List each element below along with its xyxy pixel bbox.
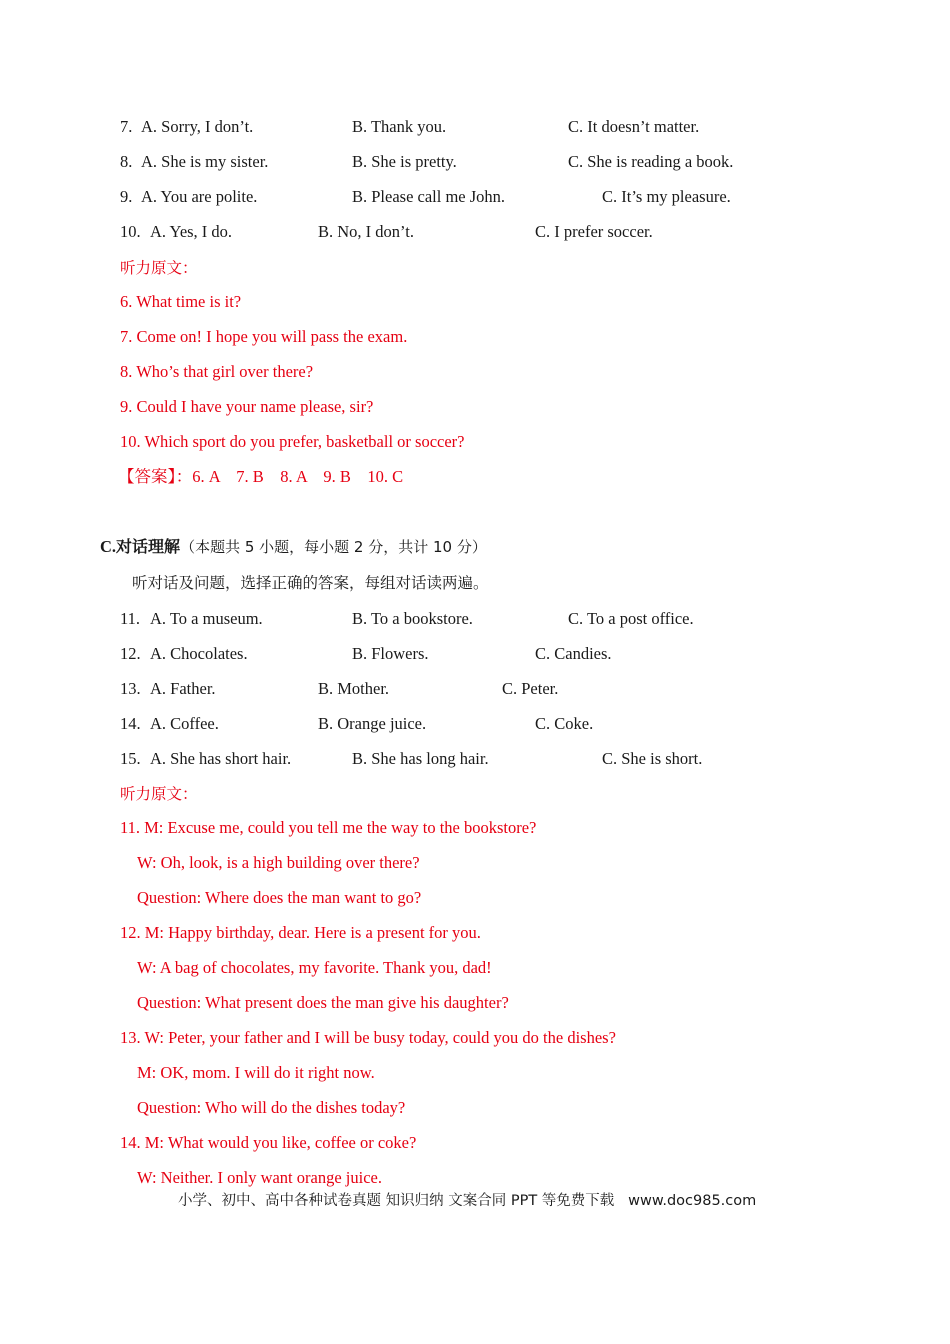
q9-option-b: B. Please call me John. bbox=[352, 187, 506, 206]
transcript-b-line: 10. Which sport do you prefer, basketball or soccer? bbox=[120, 432, 465, 451]
q9-number: 9. bbox=[120, 187, 133, 206]
q12-number: 12. bbox=[120, 644, 141, 663]
q12-option-b: B. Flowers. bbox=[352, 644, 429, 663]
section-c-title: 对话理解 bbox=[116, 537, 181, 556]
q8-option-a: A. She is my sister. bbox=[141, 152, 269, 171]
answer-key: 【答案】：6. A 7. B 8. A 9. B 10. C bbox=[118, 467, 404, 486]
section-c-note: （本题共 5 小题，每小题 2 分，共计 10 分） bbox=[180, 538, 487, 556]
q9-option-a: A. You are polite. bbox=[141, 187, 258, 206]
q12-option-c: C. Candies. bbox=[535, 644, 612, 663]
transcript-c-line: W: Oh, look, is a high building over there? bbox=[137, 853, 420, 872]
q10-option-a: A. Yes, I do. bbox=[150, 222, 233, 241]
q11-option-a: A. To a museum. bbox=[150, 609, 263, 628]
q15-option-a: A. She has short hair. bbox=[150, 749, 292, 768]
q14-option-c: C. Coke. bbox=[535, 714, 594, 733]
transcript-c-line: M: OK, mom. I will do it right now. bbox=[137, 1063, 375, 1082]
q8-number: 8. bbox=[120, 152, 133, 171]
transcript-b-line: 8. Who’s that girl over there? bbox=[120, 362, 314, 381]
q15-option-b: B. She has long hair. bbox=[352, 749, 489, 768]
q10-number: 10. bbox=[120, 222, 141, 241]
transcript-c-line: 14. M: What would you like, coffee or coke? bbox=[120, 1133, 417, 1152]
transcript-c-line: 12. M: Happy birthday, dear. Here is a present for you. bbox=[120, 923, 481, 942]
q9-option-c: C. It’s my pleasure. bbox=[602, 187, 731, 206]
q11-option-c: C. To a post office. bbox=[568, 609, 694, 628]
q13-option-a: A. Father. bbox=[150, 679, 216, 698]
section-c-letter: C. bbox=[100, 537, 117, 556]
q11-number: 11. bbox=[120, 609, 141, 628]
q14-number: 14. bbox=[120, 714, 141, 733]
transcript-c-line: Question: Where does the man want to go? bbox=[137, 888, 422, 907]
transcript-b-line: 7. Come on! I hope you will pass the exam. bbox=[120, 327, 408, 346]
q14-option-b: B. Orange juice. bbox=[318, 714, 427, 733]
q8-option-b: B. She is pretty. bbox=[352, 152, 457, 171]
transcript-c-line: 13. W: Peter, your father and I will be busy today, could you do the dishes? bbox=[120, 1028, 616, 1047]
q7-option-a-text: A. Sorry, I don’t. bbox=[141, 117, 254, 136]
q10-option-c: C. I prefer soccer. bbox=[535, 222, 653, 241]
transcript-c-line: Question: Who will do the dishes today? bbox=[137, 1098, 406, 1117]
q11-option-b: B. To a bookstore. bbox=[352, 609, 473, 628]
q13-option-b: B. Mother. bbox=[318, 679, 390, 698]
section-c-heading bbox=[100, 537, 487, 557]
transcript-b-line: 9. Could I have your name please, sir? bbox=[120, 397, 374, 416]
transcript-c-line: W: A bag of chocolates, my favorite. Thank you, dad! bbox=[137, 958, 492, 977]
transcript-c-line: Question: What present does the man give his daughter? bbox=[137, 993, 509, 1012]
q13-option-c: C. Peter. bbox=[502, 679, 559, 698]
section-c-instruction: 听对话及问题，选择正确的答案，每组对话读两遍。 bbox=[132, 574, 489, 592]
q14-option-a: A. Coffee. bbox=[150, 714, 219, 733]
transcript-label-c: 听力原文： bbox=[120, 785, 198, 803]
transcript-c-line: 11. M: Excuse me, could you tell me the way to the bookstore? bbox=[120, 818, 537, 837]
transcript-c-line: W: Neither. I only want orange juice. bbox=[137, 1168, 382, 1187]
page-footer: 小学、初中、高中各种试卷真题 知识归纳 文案合同 PPT 等免费下载 www.doc985.com bbox=[178, 1193, 757, 1209]
transcript-label-b: 听力原文： bbox=[120, 259, 198, 277]
q8-option-c: C. She is reading a book. bbox=[568, 152, 734, 171]
q15-number: 15. bbox=[120, 749, 141, 768]
transcript-b-line: 6. What time is it? bbox=[120, 292, 242, 311]
q13-number: 13. bbox=[120, 679, 141, 698]
q15-option-c: C. She is short. bbox=[602, 749, 703, 768]
q7-option-b: B. Thank you. bbox=[352, 117, 447, 136]
q7-option-c: C. It doesn’t matter. bbox=[568, 117, 700, 136]
q7-number: 7. bbox=[120, 117, 133, 136]
q10-option-b: B. No, I don’t. bbox=[318, 222, 414, 241]
q12-option-a: A. Chocolates. bbox=[150, 644, 248, 663]
